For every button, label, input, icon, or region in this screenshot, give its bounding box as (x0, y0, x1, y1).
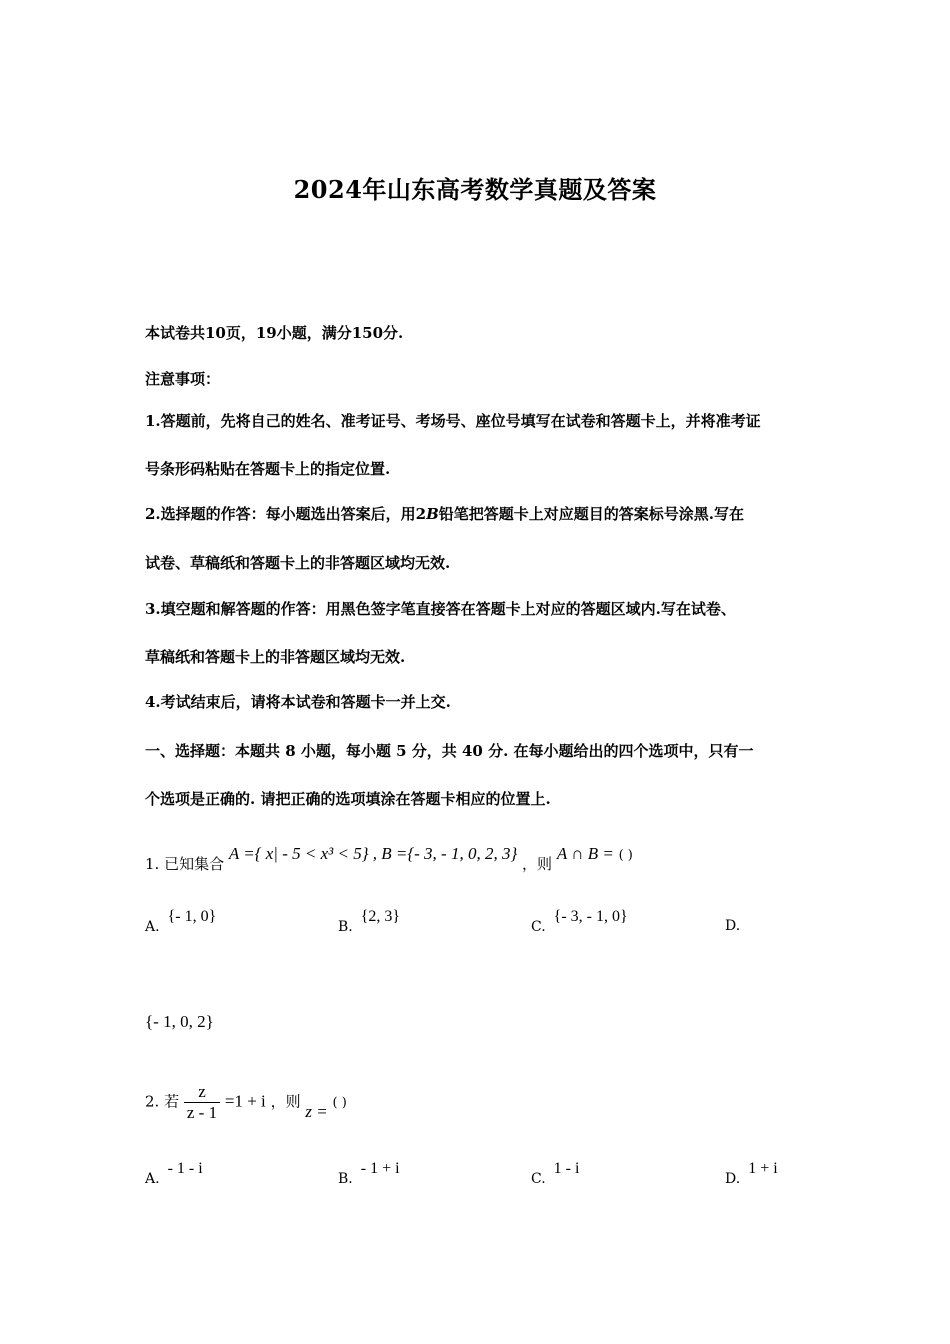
note-1-line2: 号条形码粘贴在答题卡上的指定位置. (145, 460, 391, 478)
q1-answer-blank: ( ) (618, 848, 633, 863)
note-2-part-a: 2.选择题的作答：每小题选出答案后，用2 (145, 505, 427, 523)
q1-option-d-label: D. (725, 918, 741, 934)
intro-text: 本试卷共10页，19小题，满分150分. (145, 324, 404, 342)
q2-expression: z = (305, 1101, 328, 1121)
q1-option-a[interactable] (145, 908, 217, 936)
q1-option-c-label: C. (531, 919, 546, 935)
question-2 (145, 1082, 347, 1123)
q1-option-a-label: A. (145, 919, 160, 935)
q2-option-d-label: D. (725, 1171, 741, 1187)
q2-option-c-label: C. (531, 1171, 546, 1187)
note-2-line2: 试卷、草稿纸和答题卡上的非答题区域均无效. (145, 554, 451, 572)
page-title: 2024年山东高考数学真题及答案 (293, 175, 657, 204)
q2-option-a-label: A. (145, 1171, 160, 1187)
q1-option-b[interactable] (338, 908, 401, 936)
note-3-line1: 3.填空题和解答题的作答：用黑色签字笔直接答在答题卡上对应的答题区域内.写在试卷、 (145, 600, 736, 618)
q2-option-b[interactable] (338, 1160, 400, 1188)
q1-option-d-value: {- 1, 0, 2} (145, 1012, 214, 1031)
q2-denominator: z - 1 (186, 1103, 218, 1122)
note-2-part-b: B (426, 505, 439, 523)
q1-prefix: 1. 已知集合 (145, 855, 225, 873)
q1-then: ，则 (522, 855, 553, 873)
note-4-line1: 4.考试结束后，请将本试卷和答题卡一并上交. (145, 693, 451, 711)
q1-expression: A ∩ B = (556, 844, 614, 863)
notice-heading: 注意事项： (145, 370, 221, 388)
q2-option-c-value: 1 - i (553, 1160, 580, 1177)
q1-option-d[interactable] (725, 918, 740, 934)
q2-option-b-label: B. (338, 1171, 353, 1187)
q2-prefix: 2. 若 (145, 1092, 180, 1111)
q1-option-b-value: {2, 3} (360, 908, 401, 925)
note-3-line2: 草稿纸和答题卡上的非答题区域均无效. (145, 648, 406, 666)
q1-option-d-value-wrap (145, 1012, 214, 1032)
q1-option-c-value: {- 3, - 1, 0} (553, 908, 628, 925)
q1-set-definition: A ={ x| - 5 < x³ < 5} , B ={- 3, - 1, 0, 2, 3} (228, 844, 518, 863)
note-2-part-c: 铅笔把答题卡上对应题目的答案标号涂黑.写在 (438, 505, 745, 523)
q2-option-c[interactable] (531, 1160, 580, 1188)
q1-option-a-value: {- 1, 0} (167, 908, 217, 925)
section-heading-line2: 个选项是正确的. 请把正确的选项填涂在答题卡相应的位置上. (145, 790, 551, 808)
q1-option-c[interactable] (531, 908, 628, 936)
note-1-line1: 1.答题前，先将自己的姓名、准考证号、考场号、座位号填写在试卷和答题卡上，并将准考证 (145, 412, 761, 430)
q2-option-d-value: 1 + i (748, 1160, 778, 1177)
q2-rhs: =1 + i (224, 1091, 266, 1111)
note-2-line1 (145, 503, 815, 525)
q2-answer-blank: ( ) (332, 1095, 347, 1111)
section-heading-line1: 一、选择题：本题共 8 小题，每小题 5 分，共 40 分. 在每小题给出的四个选项中，只有一 (145, 742, 754, 760)
q2-then: ，则 (270, 1092, 301, 1111)
q2-numerator: z (184, 1082, 220, 1103)
q2-option-a-value: - 1 - i (167, 1160, 203, 1177)
q2-option-d[interactable] (725, 1160, 778, 1188)
q1-option-b-label: B. (338, 919, 353, 935)
q2-fraction (184, 1082, 220, 1123)
q2-option-a[interactable] (145, 1160, 203, 1188)
q2-option-b-value: - 1 + i (360, 1160, 400, 1177)
question-1 (145, 843, 633, 873)
